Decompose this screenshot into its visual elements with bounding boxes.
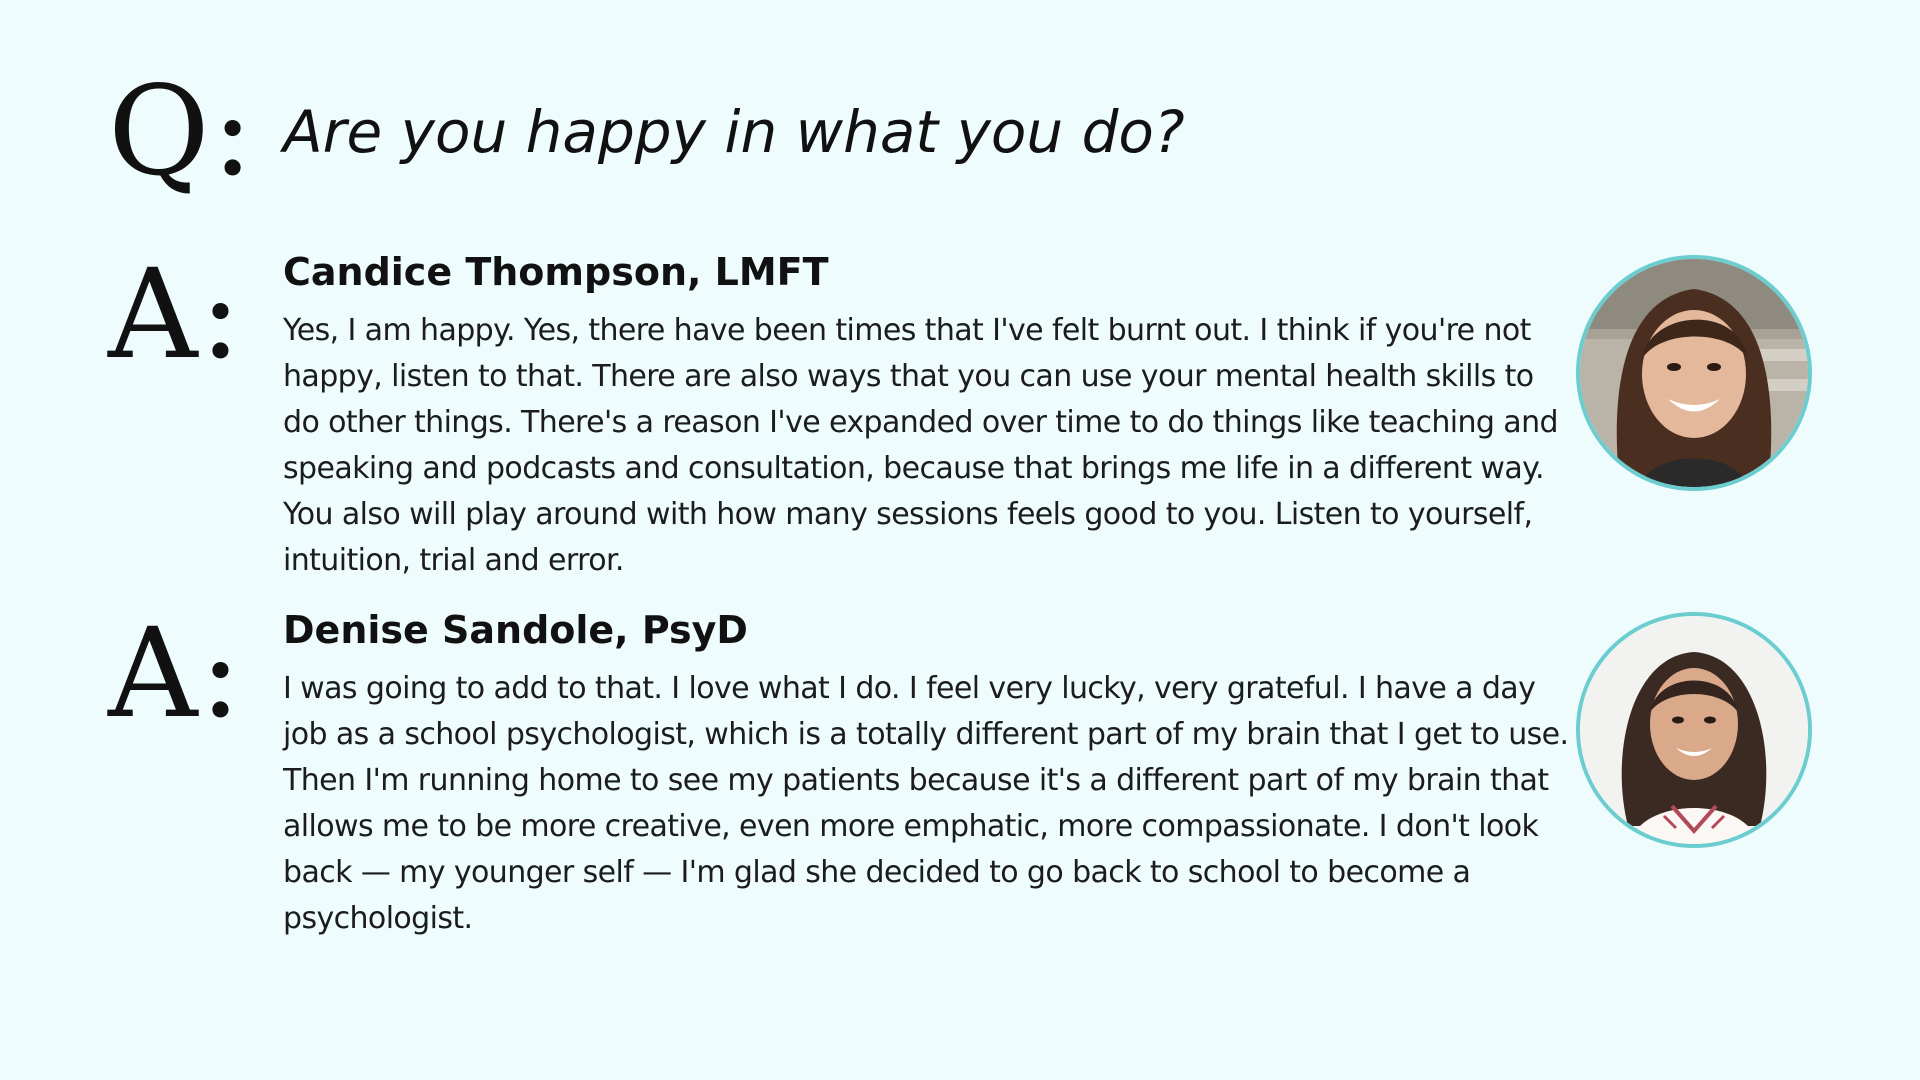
answer-text: Yes, I am happy. Yes, there have been times that I've felt burnt out. I think if you're not happy, listen to that. There are also ways that you can use your mental health skills to do other things. There's a reason I've expanded over time to do things like teaching and speaking and podcasts and consultation, because that brings me life in a different way. You also will play around with how many sessions feels good to you. Listen to yourself, intuition, trial and error. <box>283 313 1558 578</box>
respondent-name: Denise Sandole, PsyD <box>283 608 748 652</box>
answer-block <box>283 250 1573 584</box>
question-marker: Q: <box>108 60 256 204</box>
answer-text: I was going to add to that. I love what I do. I feel very lucky, very grateful. I have a day job as a school psychologist, which is a totally different part of my brain that I get to use. Then I'm running home to see my patients because it's a different part of my brain that allows me to be more creative, even more emphatic, more compassionate. I don't look back — my younger self — I'm glad she decided to go back to school to become a psychologist. <box>283 671 1569 936</box>
answer-marker: A: <box>108 602 244 746</box>
portrait-photo-icon <box>1576 255 1812 491</box>
question-text: Are you happy in what you do? <box>283 98 1185 166</box>
portrait-photo-icon <box>1576 612 1812 848</box>
answer-marker: A: <box>108 243 244 387</box>
answer-block <box>283 608 1573 942</box>
respondent-name: Candice Thompson, LMFT <box>283 250 829 294</box>
